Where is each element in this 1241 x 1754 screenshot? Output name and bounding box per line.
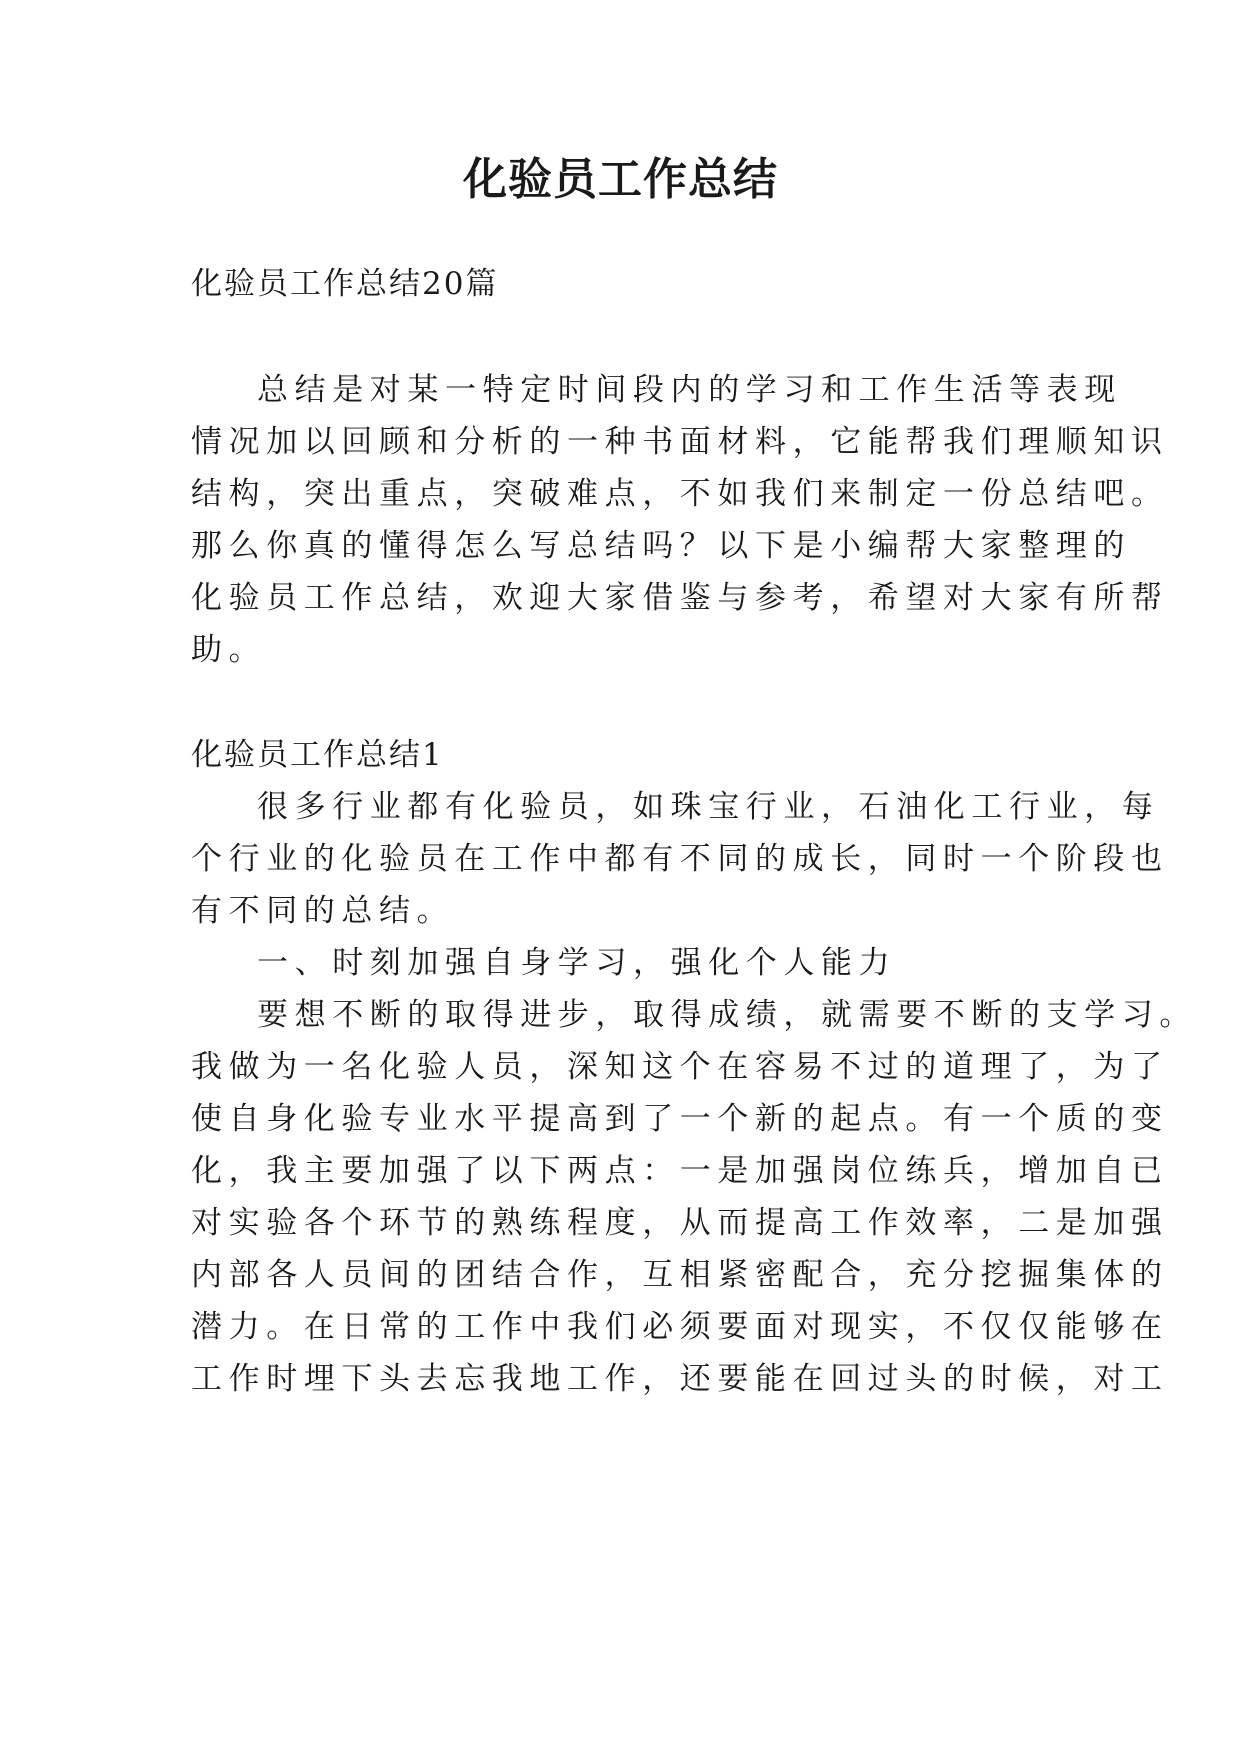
intro-line: 结构，突出重点，突破难点，不如我们来制定一份总结吧。: [191, 476, 1169, 512]
section-line: 很多行业都有化验员，如珠宝行业，石油化工行业，每: [257, 789, 1160, 825]
section-line: 有不同的总结。: [191, 893, 455, 929]
section-line: 内部各人员间的团结合作，互相紧密配合，充分挖掘集体的: [191, 1257, 1169, 1293]
section-line: 潜力。在日常的工作中我们必须要面对现实，不仅仅能够在: [191, 1309, 1169, 1345]
section-line: 我做为一名化验人员，深知这个在容易不过的道理了，为了: [191, 1049, 1169, 1085]
intro-line: 助。: [191, 632, 267, 668]
document-title: 化验员工作总结: [463, 154, 778, 205]
intro-line: 总结是对某一特定时间段内的学习和工作生活等表现: [257, 372, 1122, 408]
section-subheading: 一、时刻加强自身学习，强化个人能力: [257, 945, 897, 981]
intro-line: 那么你真的懂得怎么写总结吗？以下是小编帮大家整理的: [191, 528, 1131, 564]
document-subtitle: 化验员工作总结20篇: [191, 266, 499, 302]
intro-line: 情况加以回顾和分析的一种书面材料，它能帮我们理顺知识: [191, 424, 1169, 460]
section-line: 个行业的化验员在工作中都有不同的成长，同时一个阶段也: [191, 841, 1169, 877]
section-heading: 化验员工作总结1: [191, 737, 444, 773]
intro-line: 化验员工作总结，欢迎大家借鉴与参考，希望对大家有所帮: [191, 580, 1169, 616]
section-line: 使自身化验专业水平提高到了一个新的起点。有一个质的变: [191, 1101, 1169, 1137]
section-line: 对实验各个环节的熟练程度，从而提高工作效率，二是加强: [191, 1205, 1169, 1241]
section-line: 化，我主要加强了以下两点：一是加强岗位练兵，增加自已: [191, 1153, 1169, 1189]
section-line: 要想不断的取得进步，取得成绩，就需要不断的支学习。: [257, 997, 1197, 1033]
section-line: 工作时埋下头去忘我地工作，还要能在回过头的时候，对工: [191, 1361, 1169, 1397]
